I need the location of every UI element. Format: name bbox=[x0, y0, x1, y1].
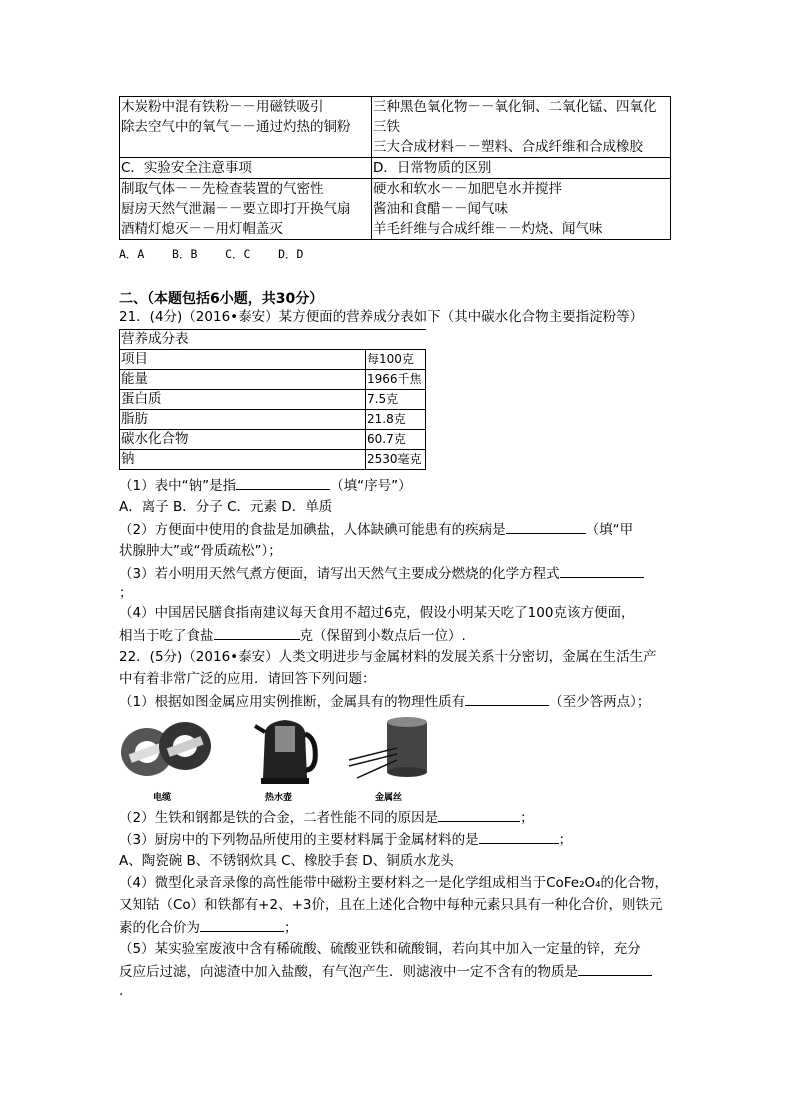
q22-part3 bbox=[119, 828, 572, 851]
cell-line: 硬水和软水－－加肥皂水并搅拌 bbox=[373, 181, 562, 197]
table-row bbox=[120, 350, 426, 370]
question-text: （3）若小明用天然气煮方便面，请写出天然气主要成分燃烧的化学方程式 bbox=[119, 566, 560, 582]
wire-image bbox=[347, 712, 431, 788]
question-text: 反应后过滤，向滤渣中加入盐酸，有气泡产生．则滤液中一定不含有的物质是 bbox=[119, 964, 578, 980]
table-cell: 7.5克 bbox=[366, 390, 426, 410]
cell-line: 厨房天然气泄漏－－要立即打开换气扇 bbox=[121, 201, 351, 217]
q22-part3-options: A、陶瓷碗 B、不锈钢炊具 C、橡胶手套 D、铜质水龙头 bbox=[119, 853, 454, 869]
cell-line: 制取气体－－先检查装置的气密性 bbox=[121, 181, 324, 197]
table-cell: D．日常物质的区别 bbox=[372, 158, 671, 179]
q22-part2 bbox=[119, 806, 534, 829]
question-text: （3）厨房中的下列物品所使用的主要材料属于金属材料的是 bbox=[119, 832, 479, 848]
answer-blank[interactable] bbox=[438, 806, 520, 822]
nutrition-table bbox=[119, 329, 426, 470]
table-cell: 1966千焦 bbox=[366, 370, 426, 390]
question-text: （1）根据如图金属应用实例推断，金属具有的物理性质有 bbox=[119, 694, 466, 710]
table-row bbox=[120, 179, 671, 240]
q21-part2-line1 bbox=[119, 518, 633, 541]
q22-part5-line1: （5）某实验室废液中含有稀硫酸、硫酸亚铁和硫酸铜，若向其中加入一定量的锌，充分 bbox=[119, 941, 641, 957]
question-text: 克（保留到小数点后一位）. bbox=[299, 628, 466, 644]
table-cell bbox=[120, 179, 372, 240]
table-row bbox=[120, 97, 671, 158]
q22-part4-line3 bbox=[119, 916, 298, 939]
table-cell: 蛋白质 bbox=[120, 390, 366, 410]
cable-figure bbox=[119, 712, 215, 804]
table-cell: 项目 bbox=[120, 350, 366, 370]
cell-line: 木炭粉中混有铁粉－－用磁铁吸引 bbox=[121, 99, 324, 115]
q21-stem: 21．(4分)（2016•泰安）某方便面的营养成分表如下（其中碳水化合物主要指淀粉等） bbox=[119, 309, 644, 325]
table-cell: 能量 bbox=[120, 370, 366, 390]
q21-part3-end: ； bbox=[119, 585, 133, 601]
q21-part1 bbox=[119, 474, 412, 497]
table-cell bbox=[120, 97, 372, 158]
q21-part4-line1: （4）中国居民膳食指南建议每天食用不超过6克，假设小明某天吃了100克该方便面， bbox=[119, 605, 635, 621]
table-row bbox=[120, 430, 426, 450]
question-text: （填“序号”） bbox=[330, 478, 412, 494]
figure-caption: 金属丝 bbox=[375, 793, 403, 803]
table-cell: 脂肪 bbox=[120, 410, 366, 430]
table-cell: 21.8克 bbox=[366, 410, 426, 430]
question-text: （填“甲 bbox=[585, 522, 634, 538]
q22-stem-line2: 中有着非常广泛的应用．请回答下列问题： bbox=[119, 671, 376, 687]
table-row bbox=[120, 330, 426, 350]
question-text: （2）方便面中使用的食盐是加碘盐，人体缺碘可能患有的疾病是 bbox=[119, 522, 506, 538]
table-cell: 2530毫克 bbox=[366, 450, 426, 470]
metal-figures bbox=[119, 712, 479, 804]
comparison-table bbox=[119, 96, 671, 240]
question-text: （至少答两点）； bbox=[549, 694, 651, 710]
cell-line: 酱油和食醋－－闻气味 bbox=[373, 201, 508, 217]
question-text: 相当于吃了食盐 bbox=[119, 628, 214, 644]
answer-blank[interactable] bbox=[236, 474, 330, 490]
figure-caption: 电缆 bbox=[153, 793, 172, 803]
question-text: （2）生铁和钢都是铁的合金，二者性能不同的原因是 bbox=[119, 810, 439, 826]
answer-blank[interactable] bbox=[578, 960, 652, 976]
question-text: ； bbox=[284, 920, 298, 936]
q21-part4-line2 bbox=[119, 624, 466, 647]
table-cell: 钠 bbox=[120, 450, 366, 470]
table-row bbox=[120, 158, 671, 179]
q22-part1 bbox=[119, 690, 650, 713]
question-text: ； bbox=[558, 832, 573, 848]
table-cell: C．实验安全注意事项 bbox=[120, 158, 372, 179]
q22-part4-line1: （4）微型化录音录像的高性能带中磁粉主要材料之一是化学组成相当于CoFe₂O₄的化合物， bbox=[119, 875, 669, 891]
q21-part3 bbox=[119, 562, 644, 585]
question-text: （1）表中“钠”是指 bbox=[119, 478, 237, 494]
cell-line: 除去空气中的氧气－－通过灼热的铜粉 bbox=[121, 119, 351, 135]
q22-part5-end: . bbox=[119, 983, 124, 999]
table-cell: 碳水化合物 bbox=[120, 430, 366, 450]
q22-stem-line1: 22．(5分)（2016•泰安）人类文明进步与金属材料的发展关系十分密切，金属在生活生产 bbox=[119, 649, 657, 665]
question-text: 素的化合价为 bbox=[119, 920, 200, 936]
wire-figure bbox=[347, 712, 431, 804]
table-cell bbox=[372, 97, 671, 158]
table-row bbox=[120, 450, 426, 470]
cell-line: 三大合成材料－－塑料、合成纤维和合成橡胶 bbox=[373, 139, 643, 155]
q21-part2-line2: 状腺肿大”或“骨质疏松”）； bbox=[119, 543, 282, 559]
answer-blank[interactable] bbox=[465, 690, 549, 706]
answer-blank[interactable] bbox=[560, 562, 644, 578]
answer-blank[interactable] bbox=[506, 518, 586, 534]
figure-caption: 热水壶 bbox=[265, 793, 293, 803]
table-cell bbox=[372, 179, 671, 240]
table-row bbox=[120, 390, 426, 410]
table-row bbox=[120, 370, 426, 390]
cell-line: 羊毛纤维与合成纤维－－灼烧、闻气味 bbox=[373, 221, 603, 237]
q22-part4-line2: 又知钴（Co）和铁都有+2、+3价，且在上述化合物中每种元素只具有一种化合价，则铁元 bbox=[119, 897, 663, 913]
kettle-figure bbox=[251, 712, 321, 804]
cell-line: 酒精灯熄灭－－用灯帽盖灭 bbox=[121, 221, 283, 237]
cell-line: 三种黑色氧化物－－氧化铜、二氧化锰、四氧化三铁 bbox=[373, 99, 657, 135]
table-row bbox=[120, 410, 426, 430]
table-cell: 60.7克 bbox=[366, 430, 426, 450]
q22-part5-line2 bbox=[119, 960, 652, 983]
answer-blank[interactable] bbox=[200, 916, 284, 932]
table-cell: 每100克 bbox=[366, 350, 426, 370]
section-header: 二、（本题包括6小题，共30分） bbox=[119, 291, 324, 307]
answer-options: A．A B．B C．C D．D bbox=[119, 247, 304, 261]
kettle-image bbox=[251, 712, 321, 788]
answer-blank[interactable] bbox=[479, 828, 559, 844]
q21-part1-options: A．离子 B．分子 C．元素 D．单质 bbox=[119, 499, 333, 515]
answer-blank[interactable] bbox=[214, 624, 300, 640]
question-text: ； bbox=[520, 810, 534, 826]
cable-image bbox=[119, 712, 215, 788]
nutrition-table-title: 营养成分表 bbox=[120, 330, 426, 350]
